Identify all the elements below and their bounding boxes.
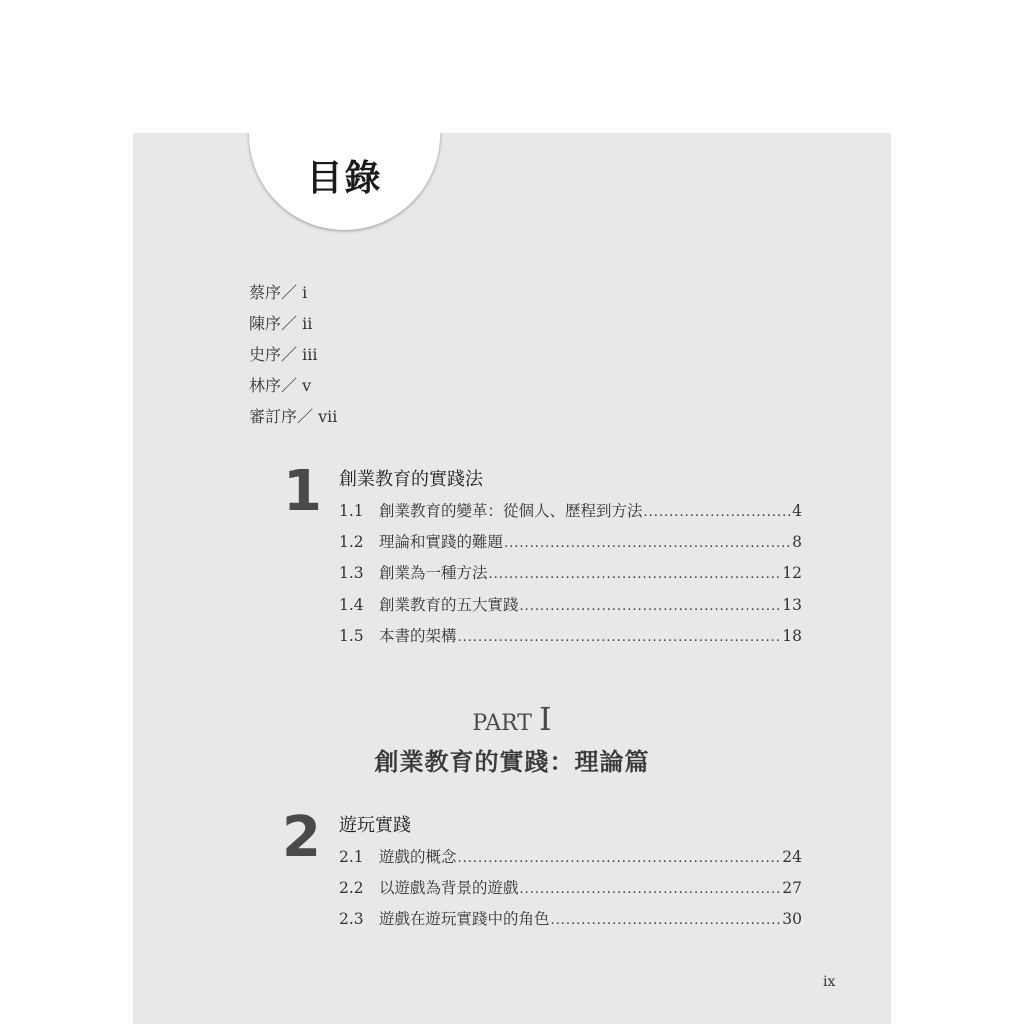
entry-page: 24 (782, 848, 802, 866)
preface-item[interactable]: 史序／ iii (249, 345, 318, 364)
entry-text: 創業教育的變革：從個人、歷程到方法 (379, 502, 643, 520)
dot-leader (520, 599, 782, 614)
page-number: ix (823, 974, 836, 990)
toc-entry[interactable] (339, 593, 802, 624)
entry-text: 理論和實踐的難題 (379, 533, 504, 552)
toc-entry[interactable] (339, 907, 802, 938)
entry-page: 30 (782, 910, 802, 929)
part-label (133, 700, 891, 738)
entry-page: 13 (782, 595, 802, 614)
entry-text: 以遊戲為背景的遊戲 (379, 879, 519, 898)
chapter-title[interactable]: 遊玩實踐 (339, 815, 411, 836)
entry-text: 遊戲的概念 (379, 848, 457, 866)
chapter-entries (339, 499, 802, 655)
entry-page: 8 (792, 533, 802, 552)
entry-page: 18 (782, 626, 802, 645)
entry-number: 1.4 (339, 595, 364, 614)
entry-number: 1.1 (339, 502, 364, 520)
part-title: 創業教育的實踐：理論篇 (374, 747, 650, 776)
entry-text: 遊戲在遊玩實踐中的角色 (379, 910, 550, 929)
toc-title: 目錄 (306, 157, 383, 199)
dot-leader (551, 913, 782, 928)
toc-entry[interactable] (339, 624, 802, 655)
entry-text: 創業教育的五大實踐 (379, 595, 519, 614)
preface-item[interactable]: 蔡序／ i (249, 283, 308, 302)
preface-item[interactable]: 陳序／ ii (249, 314, 313, 333)
toc-entry[interactable] (339, 530, 802, 561)
toc-entry[interactable] (339, 499, 802, 530)
entry-number: 2.1 (339, 848, 364, 866)
entry-number: 1.2 (339, 533, 364, 552)
entry-text: 本書的架構 (379, 626, 457, 645)
entry-page: 4 (792, 502, 802, 520)
entry-number: 1.3 (339, 564, 364, 583)
entry-page: 27 (782, 879, 802, 898)
toc-entry[interactable] (339, 561, 802, 592)
dot-leader (489, 567, 782, 582)
preface-item[interactable]: 審訂序／ vii (249, 407, 338, 426)
toc-entry[interactable] (339, 876, 802, 907)
dot-leader (644, 505, 792, 520)
preface-list (249, 281, 337, 436)
entry-text: 創業為一種方法 (379, 564, 488, 583)
entry-number: 2.2 (339, 879, 364, 898)
chapter-number: 1 (283, 459, 322, 524)
chapter-number: 2 (282, 805, 321, 870)
part-word: PART (472, 711, 532, 736)
chapter-entries (339, 845, 802, 939)
entry-page: 12 (782, 564, 802, 583)
dot-leader (458, 630, 782, 645)
title-circle-mask (240, 0, 450, 133)
chapter-title[interactable]: 創業教育的實踐法 (339, 469, 483, 490)
dot-leader (458, 851, 782, 866)
preface-item[interactable]: 林序／ v (249, 376, 312, 395)
toc-entry[interactable] (339, 845, 802, 876)
dot-leader (520, 882, 782, 897)
part-roman: I (538, 700, 552, 738)
entry-number: 1.5 (339, 626, 364, 645)
entry-number: 2.3 (339, 910, 364, 929)
dot-leader (504, 536, 791, 551)
